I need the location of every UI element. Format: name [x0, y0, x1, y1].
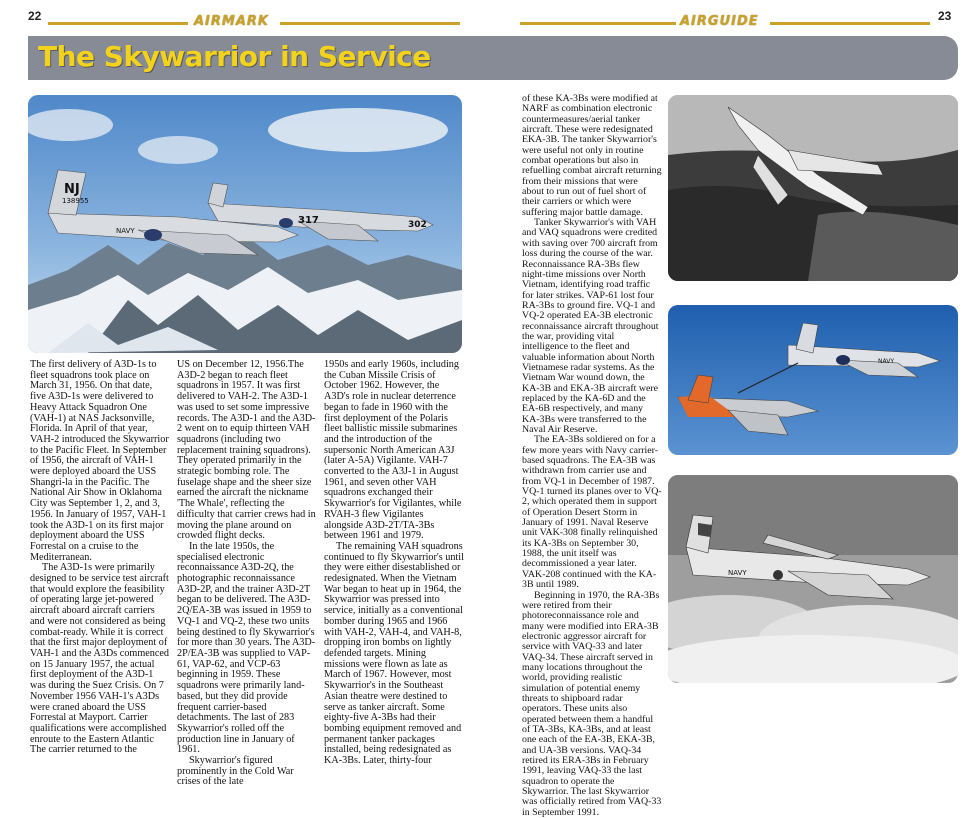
page-title: The Skywarrior in Service — [38, 40, 431, 73]
header-rule-left — [48, 22, 188, 25]
header-rule-left-2 — [280, 22, 460, 25]
photo-aerial-refuelling — [668, 305, 958, 455]
paragraph: 1950s and early 1960s, including the Cuban Missile Crisis of October 1962. However, the A3D's role in nuclear deterrence began to fade in 1960 with the first deployment of the Polaris fleet ballistic missile submarines and the introduction of the supersonic North American A3J (later A-5A) Vigilante. VAH-7 converted to the A3J-1 in August 1961, and seven other VAH squadrons exchanged their Skywarrior's for Vigilantes, while RVAH-3 flew Vigilantes alongside A3D-2T/TA-3Bs between 1961 and 1979. — [324, 360, 464, 542]
left-page-number: 22 — [28, 9, 41, 23]
paragraph: US on December 12, 1956.The A3D-2 began to reach fleet squadrons in 1957. It was first delivered to VAH-2. The A3D-1 was used to set some impressive records. The A3D-1 and the A3D-2 went on to equip thirteen VAH squadrons (including two replacement training squadrons). They operated primarily in the strategic bombing role. The fuselage shape and the sheer size earned the aircraft the nickname 'The Whale', reflecting the difficulty that carrier crews had in moving the plane around on crowded flight decks. — [177, 360, 317, 542]
paragraph: The remaining VAH squadrons continued to fly Skywarrior's until they were either disestablished or redesignated. When the Vietnam War began to heat up in 1964, the Skywarrior was pressed into service, initially as a conventional bomber during 1965 and 1966 with VAH-2, VAH-4, and VAH-8, dropping iron bombs on lightly defended targets. Mining missions were flown as late as March of 1967. However, most Skywarrior's in the Southeast Asian theatre were destined to serve as tanker aircraft. Some eighty-five A-3Bs had their bombing equipment removed and permanent tanker packages installed, being redesignated as KA-3Bs. Later, thirty-four — [324, 542, 464, 767]
left-running-header: AIRMARK — [194, 14, 269, 29]
paragraph: Beginning in 1970, the RA-3Bs were retired from their photoreconnaissance role and many were modified into ERA-3B electronic aggressor aircraft for service with VAQ-33 and later VAQ-34. These aircraft served in many locations throughout the world, providing realistic simulation of potential enemy threats to shipboard radar operators. These units also operated between them a handful of TA-3Bs, KA-3Bs, and at least one each of the EA-3B, EKA-3B, and UA-3B versions. VAQ-34 retired its ERA-3Bs in February 1991, leaving VAQ-33 the last squadron to operate the Skywarrior. The last Skywarrior was officially retired from VAQ-33 in September 1991. — [522, 591, 662, 818]
header-rule-right — [520, 22, 676, 25]
text-column-3 — [324, 360, 464, 767]
photo-skywarrior-over-coast — [668, 95, 958, 281]
side-number-1: 317 — [298, 215, 319, 226]
paragraph: of these KA-3Bs were modified at NARF as combination electronic countermeasures/aerial tanker aircraft. These were redesignated EKA-3B. The tanker Skywarrior's were useful not only in routine combat operations but also in refuelling combat aircraft returning from their missions that were about to run out of fuel short of their carriers or which were suffering major battle damage. — [522, 94, 662, 218]
paragraph: Tanker Skywarrior's with VAH and VAQ squadrons were credited with saving over 700 aircraft from loss during the course of the war. Reconnaissance RA-3Bs flew night-time missions over North Vietnam, identifying road traffic for later strikes. VAP-61 lost four RA-3Bs to ground fire. VQ-1 and VQ-2 operated EA-3B electronic reconnaissance aircraft throughout the war, providing vital intelligence to the fleet and valuable information about North Vietnamese radar systems. As the Vietnam War wound down, the KA-3B and EKA-3B aircraft were replaced by the KA-6D and the EA-6B respectively, and many KA-3Bs were transferred to the Naval Air Reserve. — [522, 218, 662, 435]
paragraph: In the late 1950s, the specialised electronic reconnaissance A3D-2Q, the photographic reconnaissance A3D-2P, and the trainer A3D-2T began to be delivered. The A3D-2Q/EA-3B was issued in 1959 to VQ-1 and VQ-2, these two units being destined to fly Skywarrior's for more than 30 years. The A3D-2P/EA-3B was supplied to VAP-61, VAP-62, and VCP-63 beginning in 1959. These squadrons were primarily land-based, but they did provide frequent carrier-based detachments. The last of 283 Skywarrior's rolled off the production line in January of 1961. — [177, 542, 317, 756]
text-column-4 — [522, 94, 662, 818]
tail-code-text: NJ — [64, 182, 80, 197]
header-rule-right-2 — [770, 22, 930, 25]
paragraph: The EA-3Bs soldiered on for a few more years with Navy carrier-based squadrons. The EA-3B was withdrawn from carrier use and from VQ-1 in December of 1987. VQ-1 turned its planes over to VQ-2, which operated them in support of Operation Desert Storm in January of 1991. Naval Reserve unit VAK-308 finally relinquished its KA-3Bs on September 30, 1988, the unit itself was decommissioned a year later. VAK-208 continued with the KA-3B until 1989. — [522, 435, 662, 590]
paragraph: Skywarrior's figured prominently in the Cold War crises of the late — [177, 756, 317, 788]
paragraph: The first delivery of A3D-1s to fleet squadrons took place on March 31, 1956. On that date, five A3D-1s were delivered to Heavy Attack Squadron One (VAH-1) at NAS Jacksonville, Florida. In April of that year, VAH-2 introduced the Skywarrior to the Pacific Fleet. In September of 1956, the aircraft of VAH-1 were deployed aboard the USS Shangri-la in the Pacific. The National Air Show in Oklahoma City was September 1, 2, and 3, 1956. In January of 1957, VAH-1 took the A3D-1 on its first major deployment aboard the USS Forrestal on a cruise to the Mediterranean. — [30, 360, 170, 563]
text-column-1 — [30, 360, 170, 756]
text-column-2 — [177, 360, 317, 788]
navy-text-3: NAVY — [728, 569, 747, 577]
navy-text-2: NAVY — [878, 358, 894, 365]
serial-text: 138955 — [62, 197, 89, 205]
photo-skywarriors-over-mountains — [28, 95, 462, 353]
right-running-header: AIRGUIDE — [680, 14, 759, 29]
navy-text-1: NAVY — [116, 227, 135, 235]
side-number-2: 302 — [408, 220, 427, 230]
paragraph: The A3D-1s were primarily designed to be service test aircraft that would explore the feasibility of operating large jet-powered aircraft aboard aircraft carriers and were not considered as being combat-ready. While it is correct that the first major deployment of VAH-1 and the A3Ds commenced on 15 January 1957, the actual first deployment of the A3D-1 was during the Suez Crisis. On 7 November 1956 VAH-1's A3Ds were craned aboard the USS Forrestal at Mayport. Carrier qualifications were accomplished enroute to the Eastern Atlantic The carrier returned to the — [30, 563, 170, 756]
right-page-number: 23 — [938, 9, 951, 23]
photo-skywarrior-over-clouds — [668, 475, 958, 683]
